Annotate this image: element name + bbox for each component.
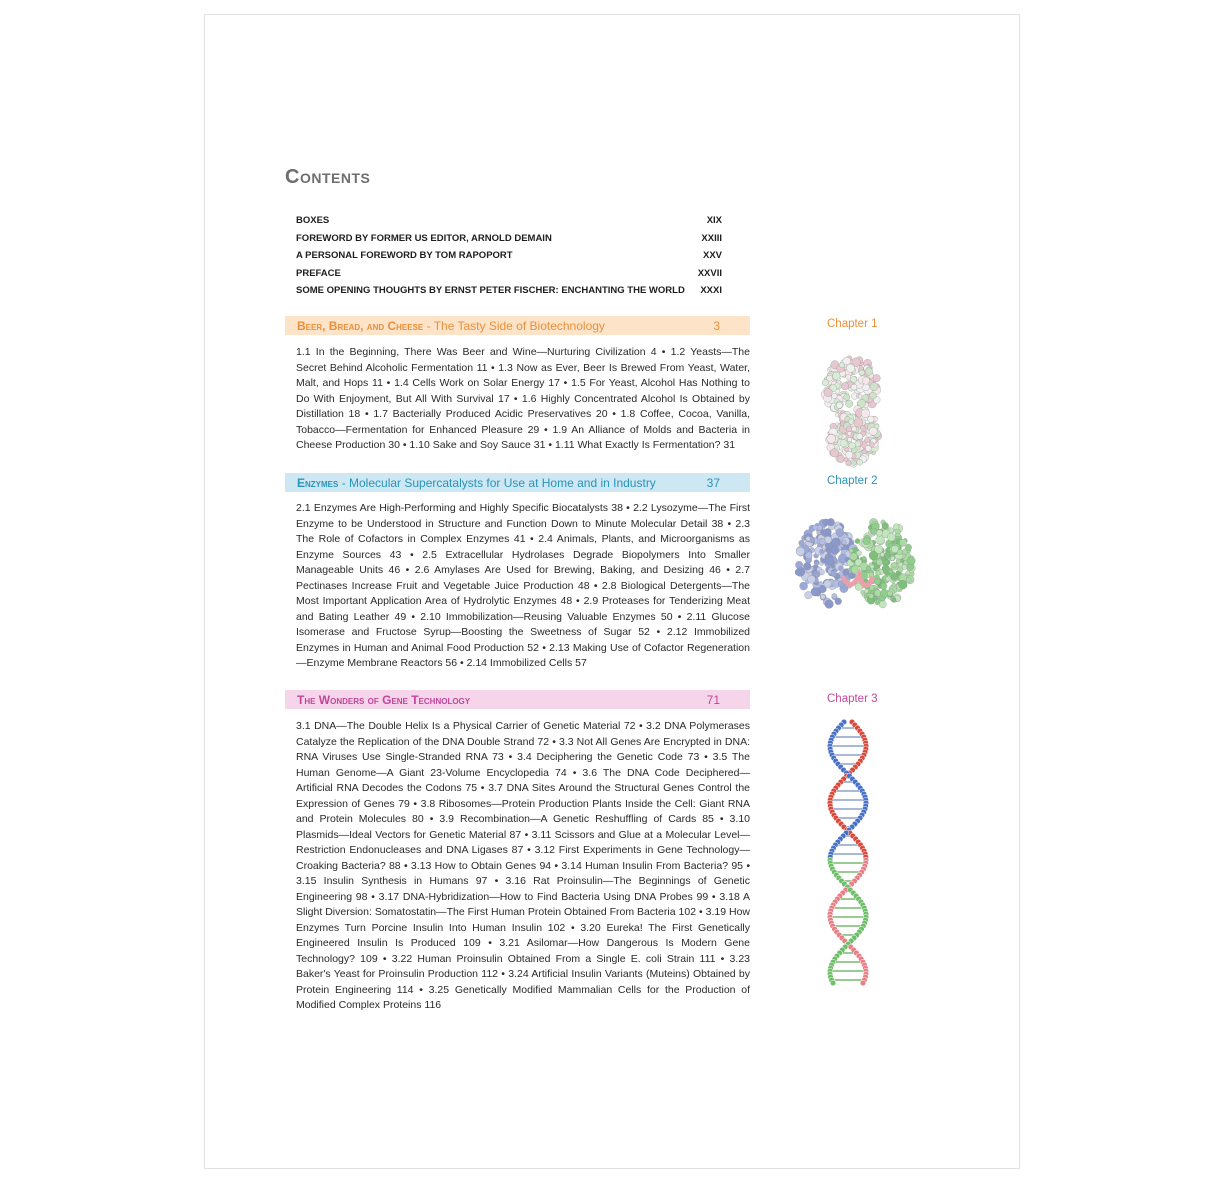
chapter-3-title: The Wonders of Gene Technology: [297, 692, 471, 707]
front-matter-page: XXXI: [700, 285, 722, 296]
chapter-3-heading-bar[interactable]: [285, 690, 750, 709]
front-matter-item: [296, 230, 722, 248]
front-matter-item: [296, 265, 722, 283]
front-matter-label: A PERSONAL FOREWORD BY TOM RAPOPORT: [296, 250, 513, 261]
chapter-1-page-number: 3: [713, 318, 720, 333]
front-matter-label: PREFACE: [296, 267, 341, 279]
chapter-2-label: Chapter 2: [827, 475, 878, 487]
front-matter-item: [296, 282, 722, 300]
chapter-3-label: Chapter 3: [827, 693, 878, 705]
chapter-3-page-number: 71: [706, 692, 720, 707]
chapter-2-title: Enzymes - Molecular Supercatalysts for Use at Home and in Industry: [297, 475, 656, 490]
page-title: Contents: [285, 166, 371, 188]
chapter-1-label: Chapter 1: [827, 318, 878, 330]
dna-double-helix-illustration: [822, 718, 874, 990]
front-matter-page: XIX: [706, 215, 722, 226]
front-matter-list: [296, 212, 722, 300]
front-matter-label: FOREWORD BY FORMER US EDITOR, ARNOLD DEMAIN: [296, 232, 552, 244]
front-matter-page: XXV: [702, 250, 722, 261]
protein-structure-illustration-1: [812, 348, 892, 468]
chapter-3-sections: 3.1 DNA—The Double Helix Is a Physical Carrier of Genetic Material 72 • 3.2 DNA Polymerases Catalyze the Replication of the DNA Double Strand 72 • 3.3 Not All Genes Are Encrypted in DNA: RNA Viruses Use Single-Stranded RNA 73 • 3.4 Deciphering the Genetic Code 73 • 3.5 The Human Genome—A Giant 23-Volume Encyclopedia 74 • 3.6 The DNA Code Deciphered—Artificial RNA Decodes the Codons 75 • 3.7 DNA Sites Around the Structural Genes Control the Expression of Genes 79 • 3.8 Ribosomes—Protein Production Plants Inside the Cell: Giant RNA and Protein Molecules 80 • 3.9 Recombination—A Genetic Reshuffling of Cards 85 • 3.10 Plasmids—Ideal Vectors for Genetic Material 87 • 3.11 Scissors and Glue at a Molecular Level—Restriction Endonucleases and DNA Ligases 87 • 3.12 First Experiments in Gene Technology—Croaking Bacteria? 88 • 3.13 How to Obtain Genes 94 • 3.14 Human Insulin From Bacteria? 95 • 3.15 Insulin Synthesis in Humans 97 • 3.16 Rat Proinsulin—The Beginnings of Genetic Engineering 98 • 3.17 DNA-Hybridization—How to Find Bacteria Using DNA Probes 99 • 3.18 A Slight Diversion: Somatostatin—The First Human Protein Obtained From Bacteria 102 • 3.19 How Enzymes Turn Porcine Insulin Into Human Insulin 102 • 3.20 Eureka! The First Genetically Engineered Insulin Is Produced 109 • 3.21 Asilomar—How Dangerous Is Modern Gene Technology? 109 • 3.22 Human Proinsulin Obtained From a Single E. coli Strain 111 • 3.23 Baker's Yeast for Proinsulin Production 112 • 3.24 Artificial Insulin Variants (Muteins) Obtained by Protein Engineering 114 • 3.25 Genetically Modified Mammalian Cells for the Production of Modified Complex Proteins 116: [296, 720, 750, 1011]
front-matter-label: SOME OPENING THOUGHTS BY ERNST PETER FISCHER: ENCHANTING THE WORLD: [296, 285, 685, 296]
front-matter-item: [296, 212, 722, 230]
front-matter-page: XXVII: [697, 267, 722, 279]
chapter-1-sections: 1.1 In the Beginning, There Was Beer and Wine—Nurturing Civilization 4 • 1.2 Yeasts—The Secret Behind Alcoholic Fermentation 11 • 1.3 Now as Ever, Beer Is Brewed From Yeast, Water, Malt, and Hops 11 • 1.4 Cells Work on Solar Energy 17 • 1.5 For Yeast, Alcohol Has Nothing to Do With Enjoyment, But All With Survival 17 • 1.6 Highly Concentrated Alcohol Is Obtained by Distillation 18 • 1.7 Bacterially Produced Acidic Preservatives 20 • 1.8 Coffee, Cocoa, Vanilla, Tobacco—Fermentation for Enhanced Pleasure 29 • 1.9 An Alliance of Molds and Bacteria in Cheese Production 30 • 1.10 Sake and Soy Sauce 31 • 1.11 What Exactly Is Fermentation? 31: [296, 346, 750, 451]
chapter-1-heading-bar[interactable]: [285, 316, 750, 335]
chapter-1-title: Beer, Bread, and Cheese - The Tasty Side of Biotechnology: [297, 318, 605, 333]
front-matter-item: [296, 247, 722, 265]
chapter-2-page-number: 37: [706, 475, 720, 490]
chapter-2-sections: 2.1 Enzymes Are High-Performing and Highly Specific Biocatalysts 38 • 2.2 Lysozyme—The First Enzyme to be Understood in Structure and Function Down to Minute Molecular Detail 38 • 2.3 The Role of Cofactors in Complex Enzymes 41 • 2.4 Animals, Plants, and Microorganisms as Enzyme Sources 43 • 2.5 Extracellular Hydrolases Degrade Biopolymers Into Smaller Manageable Units 46 • 2.6 Amylases Are Used for Brewing, Baking, and Desizing 46 • 2.7 Pectinases Increase Fruit and Vegetable Juice Production 48 • 2.8 Biological Detergents—The Most Important Application Area of Hydrolytic Enzymes 48 • 2.9 Proteases for Tenderizing Meat and Bating Leather 49 • 2.10 Immobilization—Reusing Valuable Enzymes 50 • 2.11 Glucose Isomerase and Fructose Syrup—Boosting the Sweetness of Sugar 52 • 2.12 Immobilized Enzymes in Human and Animal Food Production 52 • 2.13 Making Use of Cofactor Regeneration—Enzyme Membrane Reactors 56 • 2.14 Immobilized Cells 57: [296, 502, 750, 669]
front-matter-page: XXIII: [701, 232, 722, 244]
chapter-2-heading-bar[interactable]: [285, 473, 750, 492]
front-matter-label: BOXES: [296, 215, 330, 226]
enzyme-structure-illustration: [795, 515, 917, 613]
